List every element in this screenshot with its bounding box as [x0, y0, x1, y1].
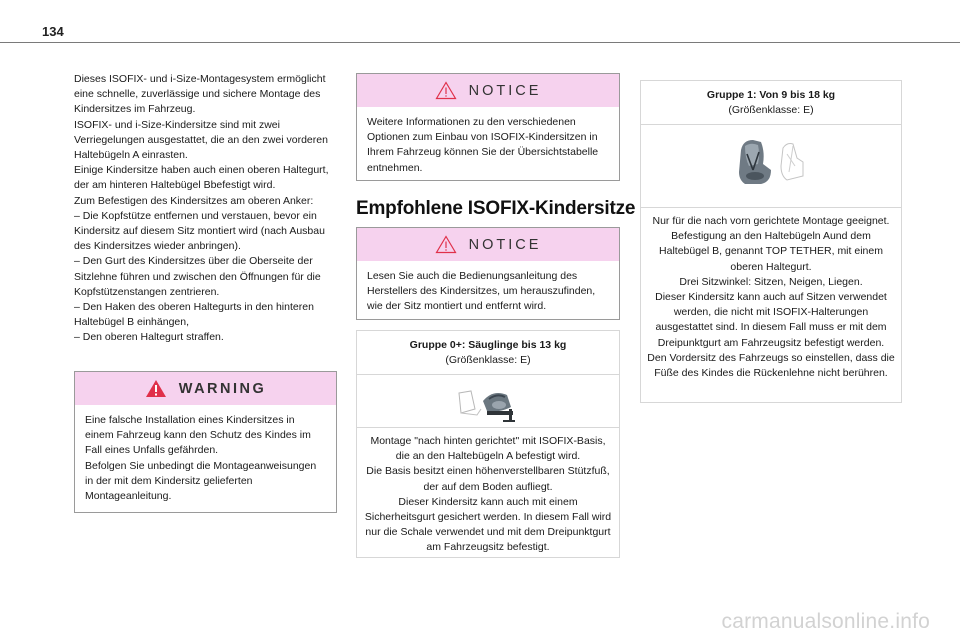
paragraph: Den Vordersitz des Fahrzeugs so einstellen, dass die Füße des Kindes die Rückenlehne nicht berühren.	[647, 351, 895, 380]
paragraph: Dieses ISOFIX- und i-Size-Montagesystem ermöglicht eine schnelle, zuverlässige und sichere Montage des Kindersitzes im Fahrzeug.	[74, 73, 326, 116]
notice-triangle-icon	[435, 235, 457, 254]
paragraph: ISOFIX- und i-Size-Kindersitze sind mit zwei Verriegelungen ausgestattet, die an den zwei vorderen Haltebügeln A einrasten.	[74, 118, 328, 162]
group1-title: Gruppe 1: Von 9 bis 18 kg	[706, 89, 836, 101]
header-rule	[0, 42, 960, 43]
group0-image	[357, 375, 619, 428]
group1-size-class: (Größenklasse: E)	[728, 104, 814, 116]
paragraph: Eine falsche Installation eines Kindersitzes in einem Fahrzeug kann den Schutz des Kindes im Fall eines Unfalls gefährden.	[85, 414, 311, 457]
paragraph: Zum Befestigen des Kindersitzes am oberen Anker:	[74, 194, 314, 207]
watermark: carmanualsonline.info	[721, 610, 930, 633]
notice-box	[356, 73, 620, 181]
notice-body	[357, 107, 619, 184]
notice-header	[357, 228, 619, 261]
notice-title: NOTICE	[468, 82, 542, 99]
group0-title: Gruppe 0+: Säuglinge bis 13 kg	[409, 339, 567, 351]
group1-text	[641, 208, 901, 387]
notice-body	[357, 261, 619, 323]
paragraph: Weitere Informationen zu den verschiedenen Optionen zum Einbau von ISOFIX-Kindersitzen in Ihrem Fahrzeug können Sie der Übersichtstabelle entnehmen.	[367, 116, 599, 174]
group0-size-class: (Größenklasse: E)	[445, 354, 531, 366]
paragraph: Dieser Kindersitz kann auch mit einem Sicherheitsgurt gesichert werden. In diesem Fall wird nur die Schale verwendet und mit dem Dreipunktgurt am Fahrzeugsitz befestigt.	[364, 495, 612, 554]
paragraph: Lesen Sie auch die Bedienungsanleitung des Herstellers des Kindersitzes, um herauszufinden, wie der Sitz montiert und entfernt wird.	[367, 270, 596, 313]
forward-child-seat-icon	[731, 136, 811, 196]
group0-text	[357, 428, 619, 562]
warning-box	[74, 371, 337, 513]
group1-image	[641, 125, 901, 208]
paragraph: – Den Haken des oberen Haltegurts in den hinteren Haltebügel B einhängen,	[74, 301, 314, 329]
notice-header	[357, 74, 619, 107]
paragraph: – Den Gurt des Kindersitzes über die Oberseite der Sitzlehne führen und zwischen den Öffnungen für die Kopfstützenstangen zentrieren.	[74, 255, 321, 298]
page-number: 134	[42, 24, 64, 39]
notice-box	[356, 227, 620, 320]
paragraph: Drei Sitzwinkel: Sitzen, Neigen, Liegen.	[679, 275, 863, 288]
warning-body	[75, 405, 336, 512]
notice-title: NOTICE	[468, 236, 542, 253]
group1-card	[640, 80, 902, 403]
infant-carrier-isofix-icon	[453, 379, 523, 423]
notice-triangle-icon	[435, 81, 457, 100]
warning-triangle-icon	[145, 379, 167, 398]
paragraph: Montage "nach hinten gerichtet" mit ISOFIX-Basis, die an den Haltebügeln A befestigt wird.	[370, 435, 606, 463]
group1-header	[641, 81, 901, 125]
group0-card	[356, 330, 620, 558]
paragraph: Befolgen Sie unbedingt die Montageanweisungen in der mit dem Kindersitz gelieferten Montageanleitung.	[85, 459, 317, 503]
paragraph: – Die Kopfstütze entfernen und verstauen, bevor ein Kindersitz auf diesem Sitz montiert wird (nach Ausbau des Kindersitzes wieder anbringen).	[74, 209, 325, 253]
warning-title: WARNING	[178, 380, 267, 397]
intro-text	[74, 72, 336, 346]
warning-header	[75, 372, 336, 405]
paragraph: Die Basis besitzt einen höhenverstellbaren Stützfuß, der auf dem Boden aufliegt.	[366, 465, 610, 493]
paragraph: Einige Kindersitze haben auch einen oberen Haltegurt, der am hinteren Haltebügel Bbefestigt wird.	[74, 164, 329, 192]
group0-header	[357, 331, 619, 375]
paragraph: Nur für die nach vorn gerichtete Montage geeignet. Befestigung an den Haltebügeln Aund dem Haltebügel B, genannt TOP TETHER, mit einem oberen Haltegurt.	[652, 215, 890, 273]
paragraph: – Den oberen Haltegurt straffen.	[74, 331, 224, 344]
section-title: Empfohlene ISOFIX-Kindersitze	[356, 198, 636, 219]
paragraph: Dieser Kindersitz kann auch auf Sitzen verwendet werden, die nicht mit ISOFIX-Halterungen ausgestattet sind. In diesem Fall muss er mit dem Dreipunktgurt am Fahrzeugsitz befestigt werden.	[655, 291, 887, 349]
